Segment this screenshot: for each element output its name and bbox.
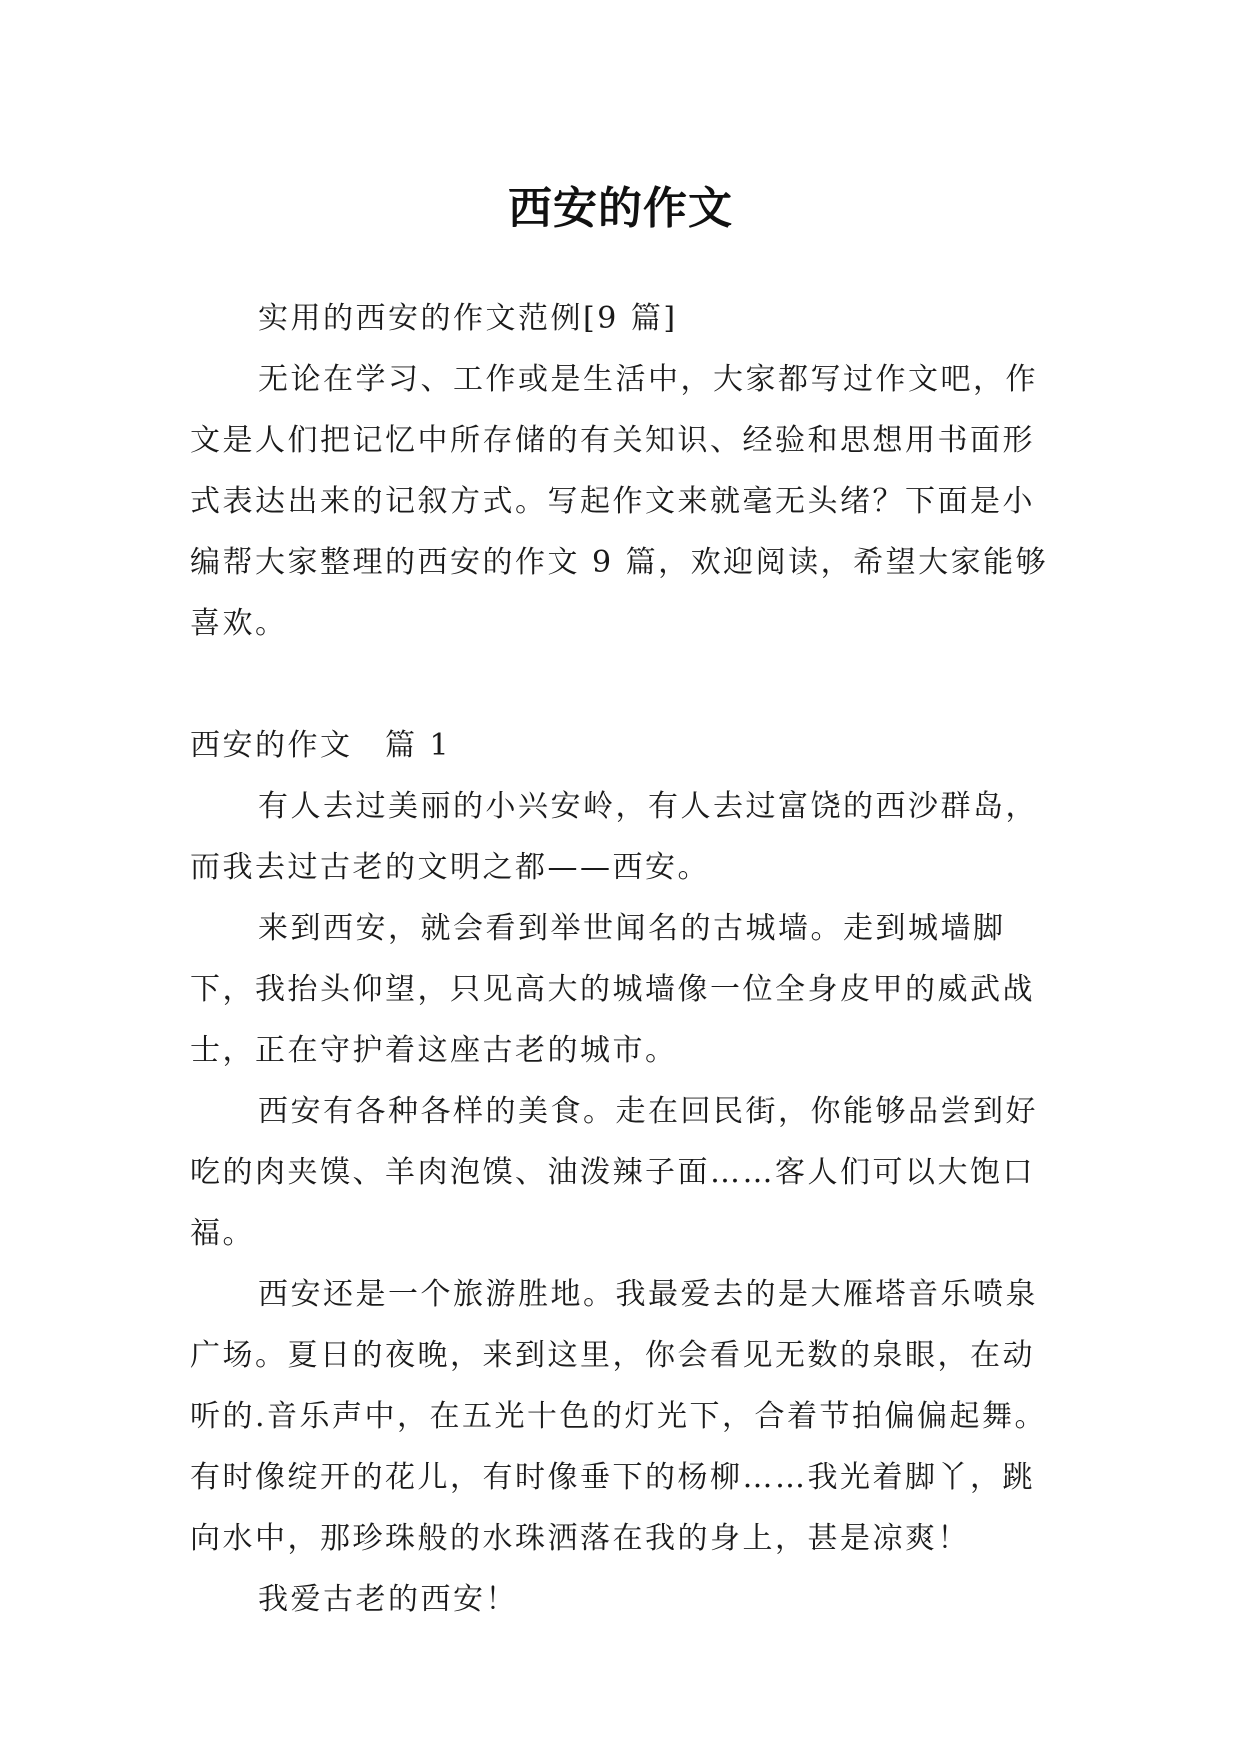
document-subtitle: 实用的西安的作文范例[9 篇] (258, 301, 678, 336)
body-paragraph-2: 来到西安，就会看到举世闻名的古城墙。走到城墙脚下，我抬头仰望，只见高大的城墙像一位全身皮甲的威武战士，正在守护着这座古老的城市。 (190, 911, 1035, 1068)
body-paragraph-5: 我爱古老的西安！ (258, 1582, 518, 1617)
document-title: 西安的作文 (508, 183, 733, 235)
section-heading: 西安的作文 篇 1 (190, 728, 452, 763)
document-body (190, 288, 1066, 1630)
paragraph-spacer (190, 654, 1066, 715)
body-paragraph-1: 有人去过美丽的小兴安岭，有人去过富饶的西沙群岛，而我去过古老的文明之都——西安。 (190, 789, 1038, 885)
body-paragraph-4: 西安还是一个旅游胜地。我最爱去的是大雁塔音乐喷泉广场。夏日的夜晚，来到这里，你会看见无数的泉眼，在动听的.音乐声中，在五光十色的灯光下，合着节拍偏偏起舞。有时像绽开的花儿，有时像垂下的杨柳……我光着脚丫，跳向水中，那珍珠般的水珠洒落在我的身上，甚是凉爽！ (190, 1277, 1048, 1556)
body-paragraph-3: 西安有各种各样的美食。走在回民街，你能够品尝到好吃的肉夹馍、羊肉泡馍、油泼辣子面……客人们可以大饱口福。 (190, 1094, 1038, 1251)
intro-paragraph: 无论在学习、工作或是生活中，大家都写过作文吧，作文是人们把记忆中所存储的有关知识、经验和思想用书面形式表达出来的记叙方式。写起作文来就毫无头绪？下面是小编帮大家整理的西安的作文 9 篇，欢迎阅读，希望大家能够喜欢。 (190, 362, 1049, 641)
